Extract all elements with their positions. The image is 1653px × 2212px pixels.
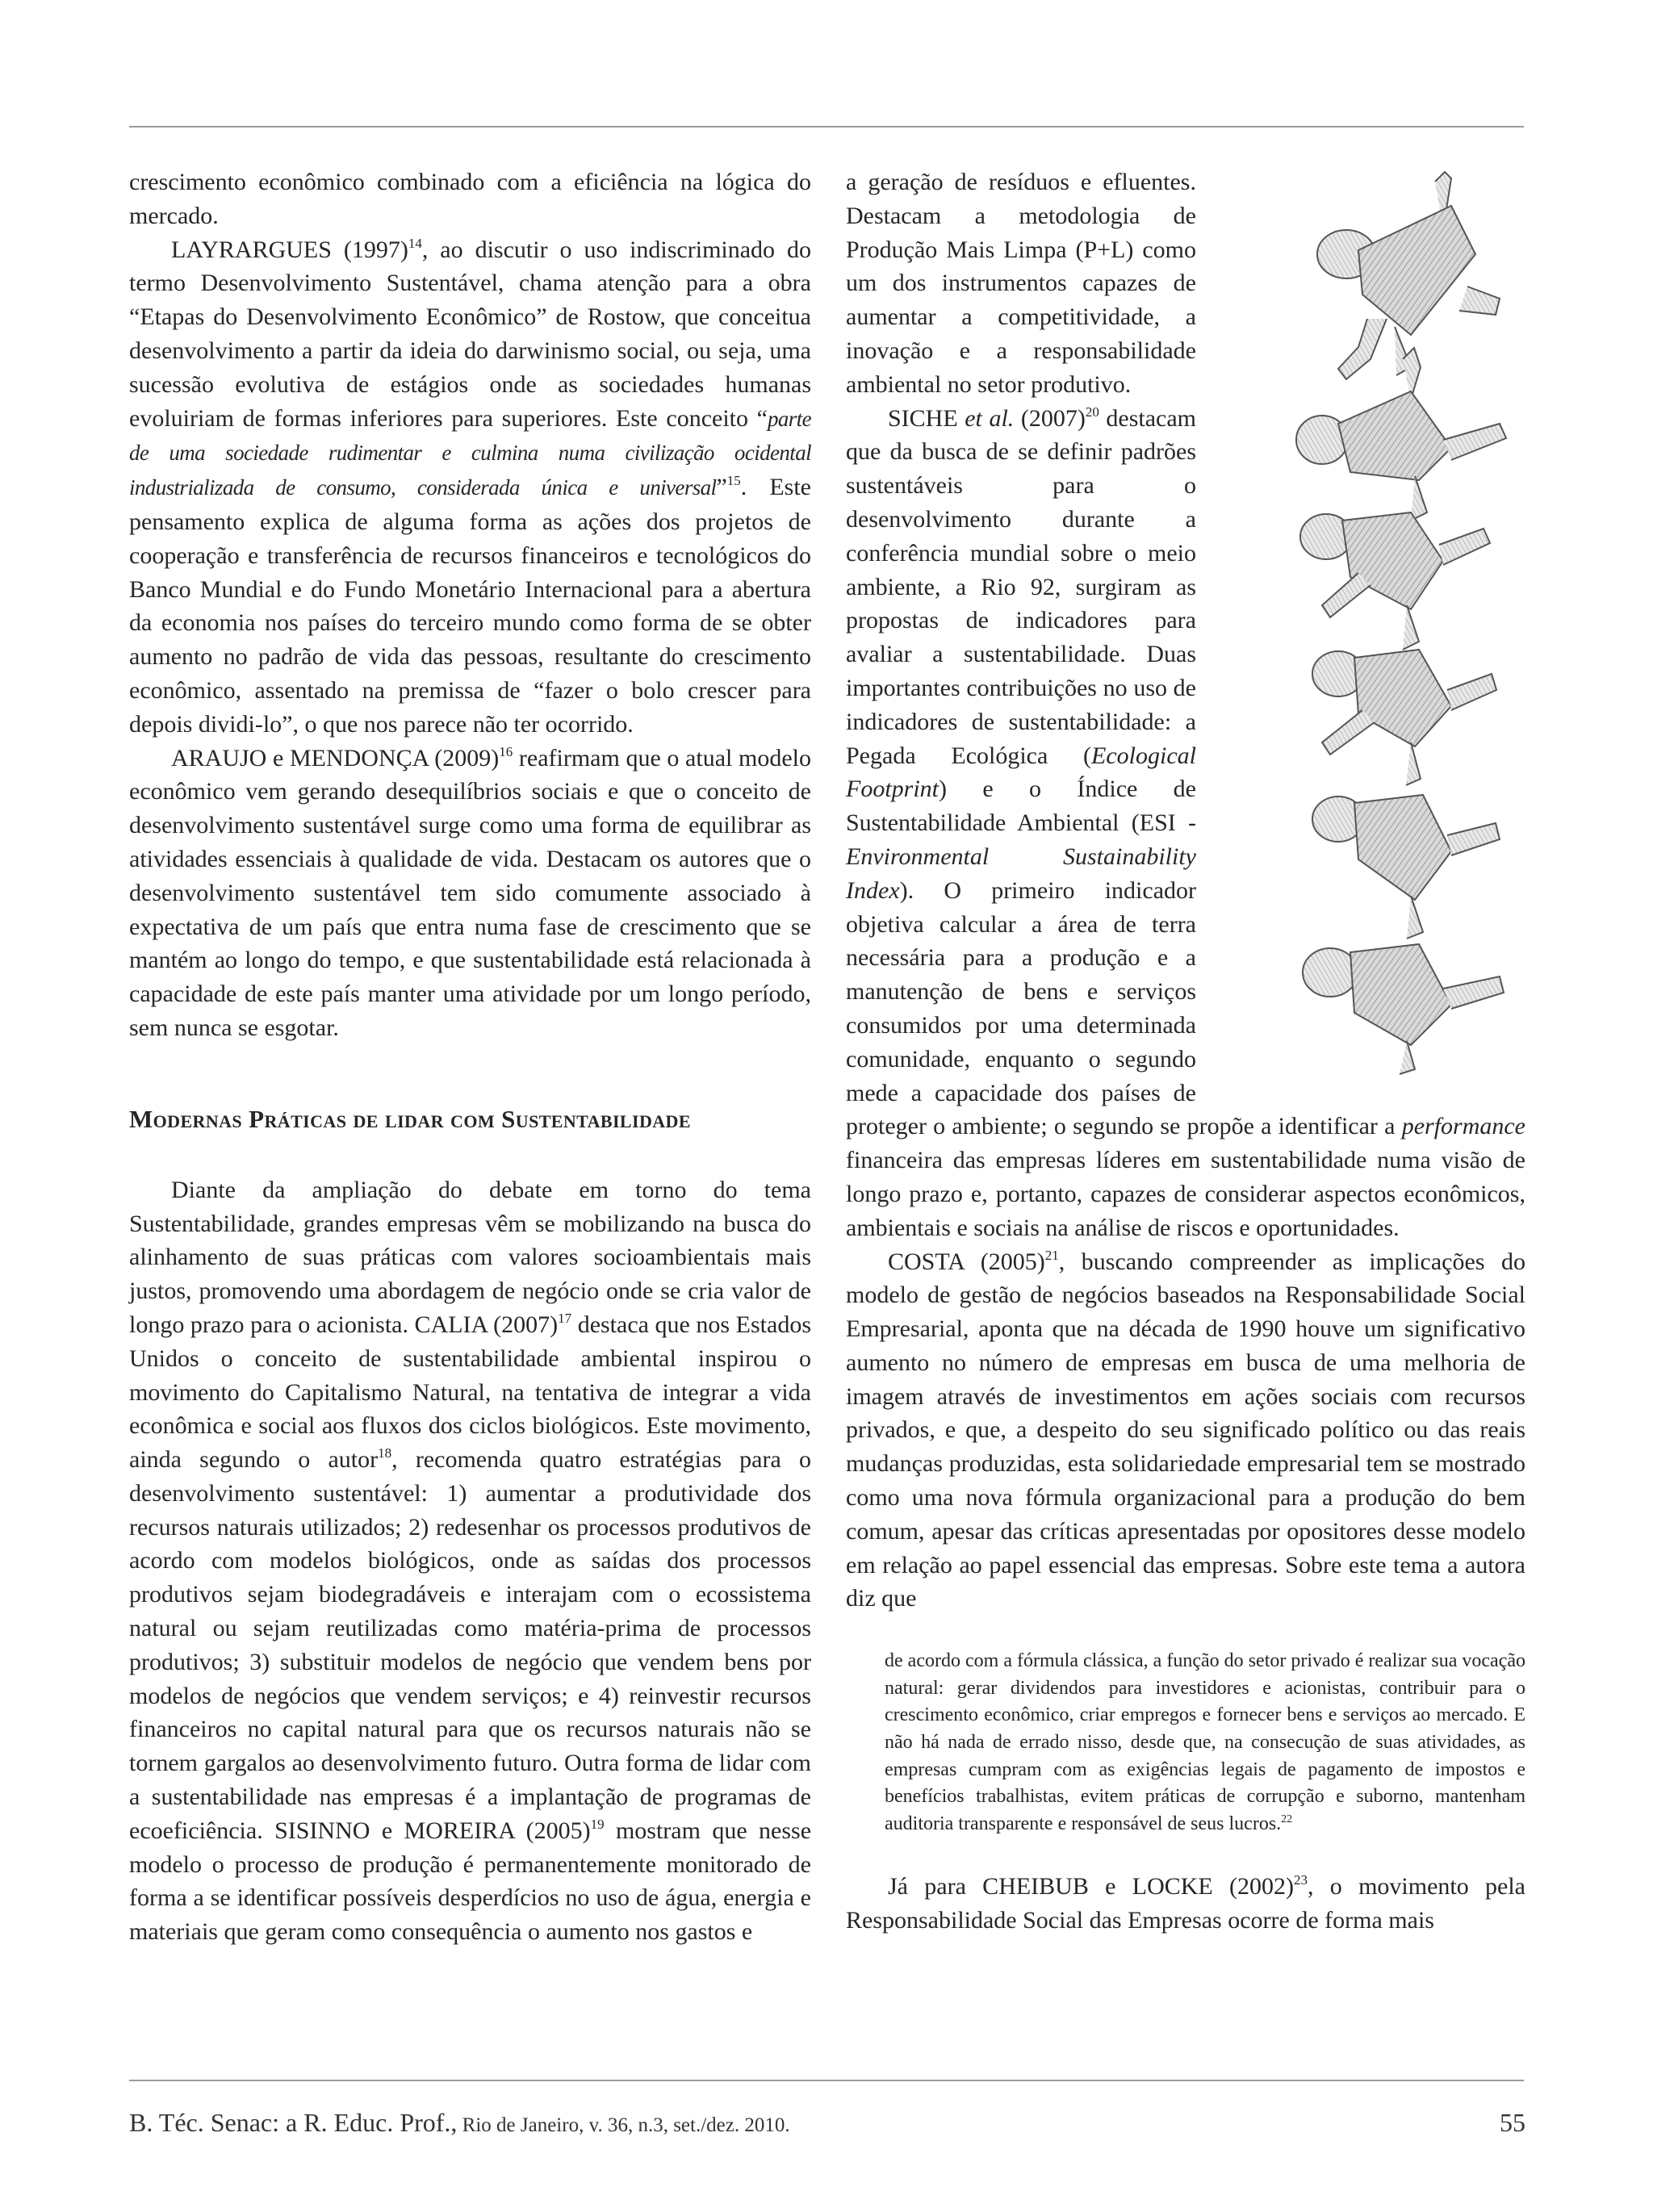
left-column	[129, 165, 811, 1949]
figure-4	[1312, 650, 1496, 785]
journal-citation: B. Téc. Senac: a R. Educ. Prof., Rio de Janeiro, v. 36, n.3, set./dez. 2010.	[129, 2108, 790, 2137]
header-rule	[129, 126, 1524, 128]
right-column	[846, 165, 1525, 1938]
figure-3	[1300, 512, 1490, 650]
paragraph: ARAUJO e MENDONÇA $(2009)^{16}$ reafirmam que o atual modelo econômico vem gerando desequilíbrios sociais e que o conceito de desenvolvimento sustentável surge como uma forma de equilibrar as atividades essenciais à qualidade de vida. Destacam os autores que o desenvolvimento sustentável tem sido comumente associado à expectativa de um país que entra numa fase de crescimento que se mantém ao longo do tempo, e que sustentabilidade está relacionada à capacidade de este país manter uma atividade por um longo período, sem nunca se esgotar.	[129, 743, 811, 1041]
figure-2	[1296, 348, 1506, 521]
human-chain-drawing	[1209, 157, 1532, 1077]
paragraph: Diante da ampliação do debate em torno do tema Sustentabilidade, grandes empresas vêm se mobilizando na busca do alinhamento de suas práticas com valores socioambientais mais justos, promovendo uma abordagem de negócio onde se cria valor de longo prazo para o acionista. CALIA $(2007)^{17}$ destaca que nos Estados Unidos o conceito de sustentabilidade ambiental inspirou o movimento do Capitalismo Natural, na tentativa de integrar a vida econômica e social aos fluxos dos ciclos biológicos. Este movimento, ainda segundo o autor$^{18}$, recomenda quatro estratégias para o desenvolvimento sustentável: 1) aumentar a produtividade dos recursos naturais utilizados; 2) redesenhar os processos produtivos de acordo com modelos biológicos, onde as saídas dos processos produtivos sejam biodegradáveis e interajam com o ecossistema natural ou sejam reutilizadas como matéria-prima de processos produtivos; 3) substituir modelos de negócio que vendem bens por modelos de negócios que vendem serviços; e 4) reinvestir recursos financeiros no capital natural para que os recursos naturais não se tornem gargalos ao desenvolvimento futuro. Outra forma de lidar com a sustentabilidade nas empresas é a implantação de programas de ecoeficiência. SISINNO e MOREIRA $(2005)^{19}$ mostram que nesse modelo o processo de produção é permanentemente monitorado de forma a se identificar possíveis desperdícios no uso de água, energia e materiais que geram como consequência o aumento nos gastos e	[129, 1176, 812, 1946]
paragraph: SICHE et al. $(2007)^{20}$ destacam que da busca de se definir padrões sustentáveis para o desenvolvimento durante a conferência mundial sobre o meio ambiente, a Rio 92, surgiram as propostas de indicadores para avaliar a sustentabilidade. Duas importantes contribuições no uso de indicadores de sustentabilidade: a Pegada Ecológica (Ecological Footprint) e o Índice de Sustentabilidade Ambiental (ESI - Environmental Sustainability Index). O primeiro indicador objetiva calcular a área de terra necessária para a produção e a manutenção de bens e serviços consumidos por uma determinada comunidade, enquanto o segundo mede a capacidade dos países de proteger o ambiente; o segundo se propõe a identificar a performance financeira das empresas líderes em sustentabilidade numa visão de longo prazo e, portanto, capazes de considerar aspectos econômicos, ambientais e sociais na análise de riscos e oportunidades.	[846, 404, 1525, 1241]
paragraph: COSTA $(2005)^{21}$, buscando compreender as implicações do modelo de gestão de negócios baseados na Responsabilidade Social Empresarial, aponta que na década de 1990 houve um significativo aumento no número de empresas em busca de uma melhoria de imagem através de investimentos em ações sociais com recursos privados, e que, a despeito do seu significado político ou das reais mudanças produzidas, esta solidariedade empresarial tem se mostrado como uma nova fórmula organizacional para a produção do bem comum, apesar das críticas apresentadas por opositores desse modelo em relação ao papel essencial das empresas. Sobre este tema a autora diz que	[846, 1247, 1525, 1612]
paragraph: crescimento econômico combinado com a eficiência na lógica do mercado.	[129, 169, 811, 229]
paragraph: a geração de resíduos e efluentes. Destacam a metodologia de Produção Mais Limpa (P+L) como um dos instrumentos capazes de aumentar a competitividade, a inovação e a responsabilidade ambiental no setor produtivo.	[846, 169, 1196, 398]
stacked-figures-illustration	[1209, 157, 1532, 1077]
figure-1	[1317, 172, 1500, 379]
figure-6	[1303, 944, 1504, 1074]
figure-5	[1312, 795, 1500, 939]
paragraph: Já para CHEIBUB e LOCKE $(2002)^{23}$, o movimento pela Responsabilidade Social das Empresas ocorre de forma mais	[846, 1872, 1525, 1934]
paragraph: LAYRARGUES $(1997)^{14}$, ao discutir o uso indiscriminado do termo Desenvolvimento Sustentável, chama atenção para a obra “Etapas do Desenvolvimento Econômico” de Rostow, que conceitua desenvolvimento a partir da ideia do darwinismo social, ou seja, uma sucessão evolutiva de estágios onde as sociedades humanas evoluiriam de formas inferiores para superiores. Este conceito “parte de uma sociedade rudimentar e culmina numa civilização ocidental industrializada de consumo, considerada única e universal”$^{15}$. Este pensamento explica de alguma forma as ações dos projetos de cooperação e transferência de recursos financeiros e tecnológicos do Banco Mundial e do Fundo Monetário Internacional para a abertura da economia nos países do terceiro mundo como forma de se obter aumento no padrão de vida das pessoas, resultante do crescimento econômico, assentado na premissa de “fazer o bolo crescer para depois dividi-lo”, o que nos parece não ter ocorrido.	[129, 235, 811, 738]
footer-rule	[129, 2080, 1524, 2081]
page-number: 55	[1500, 2108, 1525, 2137]
block-quote: de acordo com a fórmula clássica, a função do setor privado é realizar sua vocação natural: gerar dividendos para investidores e acionistas, contribuir para o crescimento econômico, criar empregos e fornecer bens e serviços ao mercado. E não há nada de errado nisso, desde que, na consecução de suas atividades, as empresas cumpram com as exigências legais de pagamento de impostos e benefícios trabalhistas, evitem práticas de corrupção e suborno, mantenham auditoria transparente e responsável de seus lucros.$^{22}$	[885, 1650, 1525, 1834]
section-heading: Modernas Práticas de lidar com Sustentabilidade	[129, 1104, 691, 1133]
italic-citation: parte de uma sociedade rudimentar e culmina numa civilização ocidental industrializada de consumo, considerada única e universal	[129, 406, 811, 500]
